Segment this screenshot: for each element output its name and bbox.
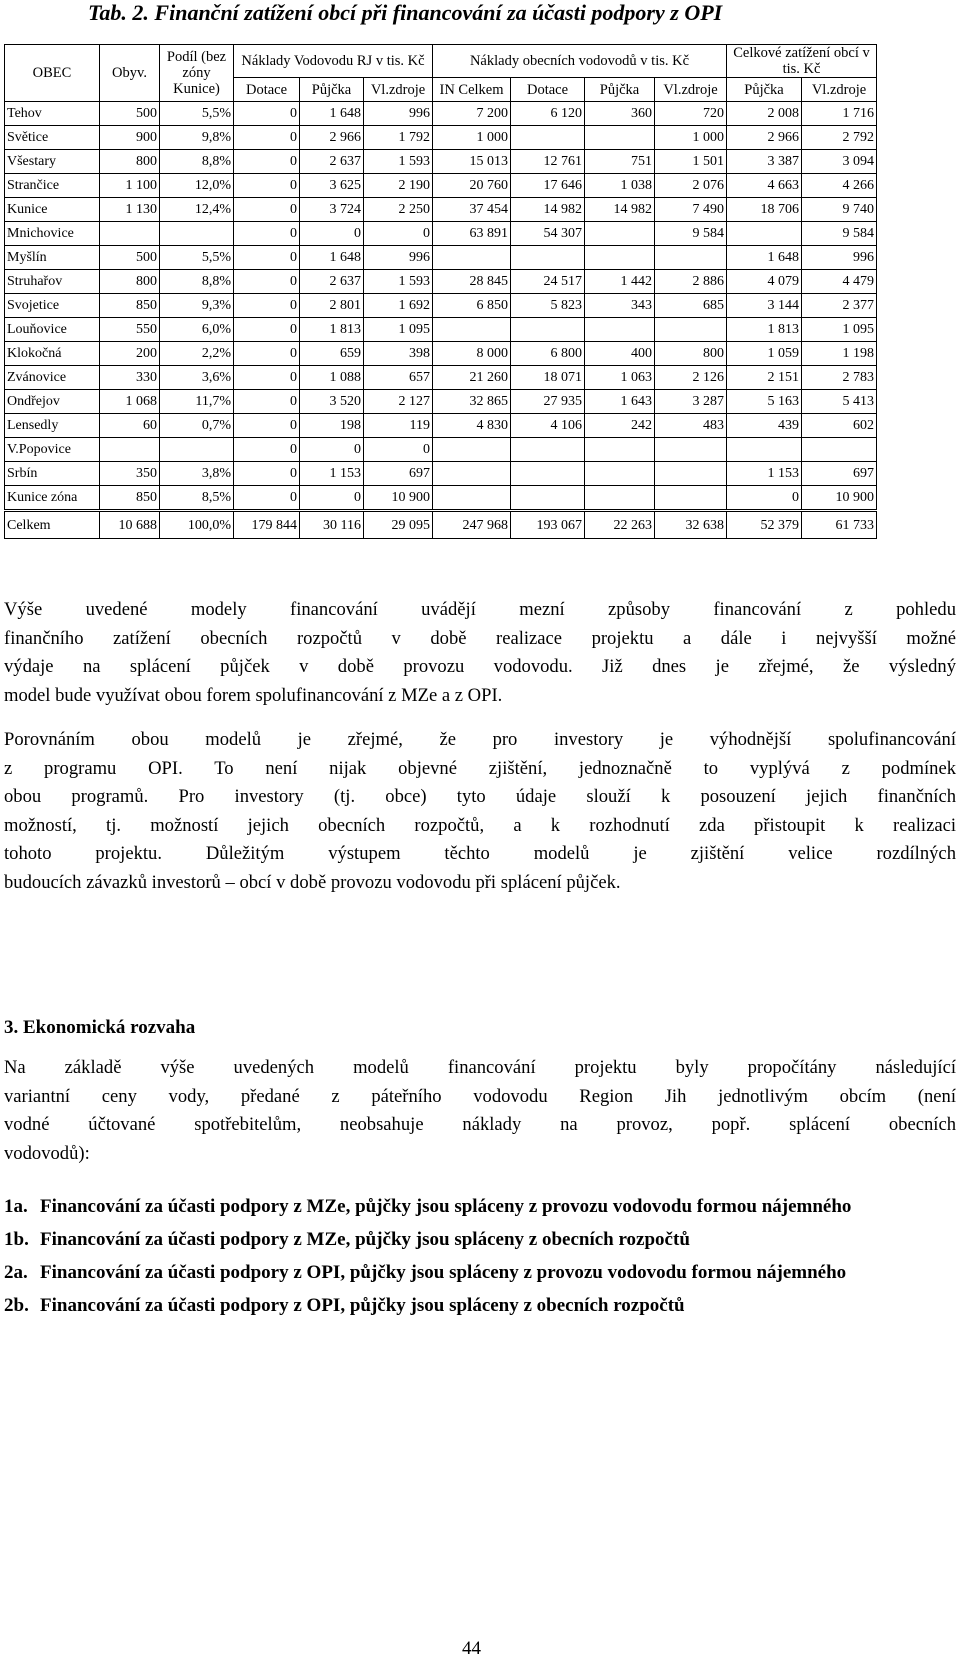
paragraph-line: Výše uvedené modely financování uvádějí mezní způsoby financování z pohledu [4, 599, 956, 620]
table-cell [433, 462, 511, 486]
table-cell: 11,7% [160, 390, 234, 414]
table-cell: 1 088 [300, 366, 364, 390]
table-cell [655, 438, 727, 462]
table-cell: 6 120 [511, 102, 585, 126]
header-dotace-obecni: Dotace [511, 78, 585, 102]
paragraph-line: možností, tj. možností jejich obecních rozpočtů, a k rozhodnutí zda přistoupit k realizaci [4, 814, 956, 836]
table-cell: 685 [655, 294, 727, 318]
table-cell: 697 [802, 462, 877, 486]
table-cell: 1 000 [655, 126, 727, 150]
table-cell: 0 [234, 342, 300, 366]
variant-number: 1a. [4, 1196, 28, 1217]
table-cell: 2 966 [727, 126, 802, 150]
table-cell: 3 724 [300, 198, 364, 222]
table-cell: 751 [585, 150, 655, 174]
variant-number: 1b. [4, 1229, 29, 1250]
table-cell: 3 625 [300, 174, 364, 198]
table-row [5, 294, 877, 318]
table-cell: 996 [364, 102, 433, 126]
table-cell: 2 076 [655, 174, 727, 198]
table-body [5, 102, 877, 539]
table-cell [160, 222, 234, 246]
table-cell: 12,4% [160, 198, 234, 222]
paragraph-line: variantní ceny vody, předané z páteřního vodovodu Region Jih jednotlivým obcím (není [4, 1085, 956, 1107]
section-heading: 3. Ekonomická rozvaha [4, 1017, 196, 1038]
table-cell: 5 823 [511, 294, 585, 318]
table-cell: 900 [100, 126, 160, 150]
header-vlzdroje-rj: Vl.zdroje [364, 78, 433, 102]
table-cell: 8,5% [160, 486, 234, 511]
variant-number: 2a. [4, 1262, 28, 1283]
table-cell [655, 462, 727, 486]
cell-obec: Mnichovice [5, 222, 100, 246]
table-cell: 14 982 [585, 198, 655, 222]
table-cell: 4 266 [802, 174, 877, 198]
table-cell: 17 646 [511, 174, 585, 198]
table-cell: 1 038 [585, 174, 655, 198]
table-cell: 0 [234, 486, 300, 511]
table-cell: 720 [655, 102, 727, 126]
paragraph-line: z programu OPI. To není nijak objevné zjištění, jednoznačně to vyplývá z podmínek [4, 757, 956, 779]
table-cell: 350 [100, 462, 160, 486]
table-cell: 2 008 [727, 102, 802, 126]
cell-obec: Lensedly [5, 414, 100, 438]
cell-obec: Tehov [5, 102, 100, 126]
table-cell [585, 126, 655, 150]
table-cell: 60 [100, 414, 160, 438]
variant-number: 2b. [4, 1295, 29, 1316]
paragraph-line: tohoto projektu. Důležitým výstupem těchto modelů je zjištění velice rozdílných [4, 843, 956, 864]
table-cell: 30 116 [300, 511, 364, 539]
table-cell: 179 844 [234, 511, 300, 539]
variant-item [4, 1291, 956, 1320]
table-cell: 1 063 [585, 366, 655, 390]
table-cell: 439 [727, 414, 802, 438]
table-cell: 2 377 [802, 294, 877, 318]
paragraph [4, 596, 956, 710]
table-total-row [5, 511, 877, 539]
table-cell: 2 250 [364, 198, 433, 222]
table-cell [655, 246, 727, 270]
cell-obec: Srbín [5, 462, 100, 486]
table-cell: 0 [364, 222, 433, 246]
paragraph-line: budoucích závazků investorů – obcí v době provozu vodovodu při splácení půjček. [4, 871, 621, 893]
table-cell: 4 830 [433, 414, 511, 438]
financing-table [4, 44, 877, 539]
table-cell: 800 [655, 342, 727, 366]
table-cell [433, 246, 511, 270]
table-cell: 0 [234, 270, 300, 294]
table-cell: 1 593 [364, 270, 433, 294]
table-row [5, 366, 877, 390]
table-cell: 8 000 [433, 342, 511, 366]
table-cell: 2 637 [300, 270, 364, 294]
table-cell [585, 438, 655, 462]
header-naklady-obecni: Náklady obecních vodovodů v tis. Kč [433, 45, 727, 78]
variant-text: Financování za účasti podpory z OPI, půjčky jsou spláceny z obecních rozpočtů [40, 1295, 685, 1316]
table-cell [433, 438, 511, 462]
table-cell: 4 479 [802, 270, 877, 294]
variant-item [4, 1258, 956, 1287]
header-vlzdroje-obecni: Vl.zdroje [655, 78, 727, 102]
table-cell [655, 486, 727, 511]
table-cell: 2 151 [727, 366, 802, 390]
table-cell: 343 [585, 294, 655, 318]
table-cell [100, 222, 160, 246]
table-cell: 29 095 [364, 511, 433, 539]
table-cell: 10 688 [100, 511, 160, 539]
table-row [5, 174, 877, 198]
table-cell: 18 706 [727, 198, 802, 222]
table-cell: 0 [234, 102, 300, 126]
cell-obec: Kunice [5, 198, 100, 222]
table-cell [511, 486, 585, 511]
table-cell: 2 127 [364, 390, 433, 414]
table-cell: 10 900 [802, 486, 877, 511]
table-cell: 1 692 [364, 294, 433, 318]
table-cell: 0 [234, 294, 300, 318]
table-cell: 0,7% [160, 414, 234, 438]
variant-list [4, 1192, 956, 1324]
table-cell: 12,0% [160, 174, 234, 198]
table-cell: 3 287 [655, 390, 727, 414]
table-cell: 100,0% [160, 511, 234, 539]
table-cell [655, 318, 727, 342]
table-cell: 1 059 [727, 342, 802, 366]
table-cell: 200 [100, 342, 160, 366]
table-cell: 2,2% [160, 342, 234, 366]
cell-obec: Klokočná [5, 342, 100, 366]
table-cell: 657 [364, 366, 433, 390]
table-cell: 9,8% [160, 126, 234, 150]
paragraph-line: vodné účtované spotřebitelům, neobsahuje náklady na provoz, popř. splácení obecních [4, 1114, 956, 1135]
table-cell: 3 387 [727, 150, 802, 174]
table-cell: 1 648 [300, 102, 364, 126]
table-row [5, 414, 877, 438]
table-cell: 32 865 [433, 390, 511, 414]
paragraph-line: Porovnáním obou modelů je zřejmé, že pro investory je výhodnější spolufinancování [4, 729, 956, 750]
header-vlzdroje-celkove: Vl.zdroje [802, 78, 877, 102]
table-cell: 1 716 [802, 102, 877, 126]
table-cell [585, 318, 655, 342]
table-cell: 37 454 [433, 198, 511, 222]
table-cell: 0 [234, 438, 300, 462]
table-cell: 0 [234, 246, 300, 270]
table-cell: 54 307 [511, 222, 585, 246]
table-cell [511, 462, 585, 486]
table-cell: 5 163 [727, 390, 802, 414]
cell-obec: Strančice [5, 174, 100, 198]
table-cell: 1 100 [100, 174, 160, 198]
table-row [5, 390, 877, 414]
header-naklady-rj: Náklady Vodovodu RJ v tis. Kč [234, 45, 433, 78]
page-number: 44 [462, 1638, 481, 1659]
table-cell: 2 886 [655, 270, 727, 294]
table-cell: 15 013 [433, 150, 511, 174]
table-cell [511, 246, 585, 270]
table-cell: 2 126 [655, 366, 727, 390]
cell-obec: Louňovice [5, 318, 100, 342]
table-row [5, 126, 877, 150]
header-pujcka-celkove: Půjčka [727, 78, 802, 102]
table-cell: 2 783 [802, 366, 877, 390]
table-cell: 1 000 [433, 126, 511, 150]
table-cell: 0 [234, 174, 300, 198]
table-cell: 18 071 [511, 366, 585, 390]
table-cell: 119 [364, 414, 433, 438]
table-cell: 1 153 [727, 462, 802, 486]
table-cell: 8,8% [160, 270, 234, 294]
variant-text: Financování za účasti podpory z MZe, půjčky jsou spláceny z obecních rozpočtů [40, 1229, 690, 1250]
table-cell: 14 982 [511, 198, 585, 222]
table-cell: 4 106 [511, 414, 585, 438]
header-dotace-rj: Dotace [234, 78, 300, 102]
table-cell: 330 [100, 366, 160, 390]
table-cell: 28 845 [433, 270, 511, 294]
table-cell [727, 438, 802, 462]
table-caption: Tab. 2. Finanční zatížení obcí při financování za účasti podpory z OPI [88, 0, 723, 25]
paragraph-line: finančního zatížení obecních rozpočtů v době realizace projektu a dále i nejvyšší možné [4, 627, 956, 649]
table-cell: 9 584 [802, 222, 877, 246]
variant-item [4, 1192, 956, 1221]
table-cell: 63 891 [433, 222, 511, 246]
table-row [5, 150, 877, 174]
table-cell: 0 [234, 366, 300, 390]
table-row [5, 438, 877, 462]
paragraph-line: obou programů. Pro investory (tj. obce) tyto údaje slouží k posouzení jejich finančních [4, 786, 956, 807]
table-cell: 0 [300, 222, 364, 246]
table-row [5, 102, 877, 126]
table-row [5, 486, 877, 511]
paragraph-line: výdaje na splácení půjček v době provozu vodovodu. Již dnes je zřejmé, že výsledný [4, 656, 956, 677]
table-cell [511, 126, 585, 150]
cell-obec: Všestary [5, 150, 100, 174]
table-cell: 0 [234, 126, 300, 150]
table-cell: 550 [100, 318, 160, 342]
cell-obec: Ondřejov [5, 390, 100, 414]
table-cell: 800 [100, 150, 160, 174]
table-row [5, 270, 877, 294]
table-cell: 0 [234, 414, 300, 438]
paragraph [4, 1054, 956, 1168]
table-cell [727, 222, 802, 246]
table-cell: 3 520 [300, 390, 364, 414]
paragraph-line: vodovodů): [4, 1142, 90, 1164]
table-cell: 483 [655, 414, 727, 438]
header-in-celkem: IN Celkem [433, 78, 511, 102]
table-cell: 1 593 [364, 150, 433, 174]
table-cell: 32 638 [655, 511, 727, 539]
table-cell [100, 438, 160, 462]
table-cell: 7 200 [433, 102, 511, 126]
table-cell: 1 501 [655, 150, 727, 174]
table-row [5, 198, 877, 222]
table-cell: 198 [300, 414, 364, 438]
table-cell: 1 095 [802, 318, 877, 342]
table-cell: 21 260 [433, 366, 511, 390]
table-cell: 8,8% [160, 150, 234, 174]
paragraph [4, 726, 956, 897]
table-cell: 1 130 [100, 198, 160, 222]
table-cell [585, 246, 655, 270]
table-cell [160, 438, 234, 462]
table-cell: 500 [100, 102, 160, 126]
table-cell: 850 [100, 486, 160, 511]
table-cell: 3,8% [160, 462, 234, 486]
table-cell: 6 850 [433, 294, 511, 318]
cell-obec: Celkem [5, 511, 100, 539]
table-cell: 0 [234, 150, 300, 174]
table-cell: 3 094 [802, 150, 877, 174]
table-cell: 850 [100, 294, 160, 318]
table-cell: 247 968 [433, 511, 511, 539]
table-cell: 1 442 [585, 270, 655, 294]
table-cell: 0 [727, 486, 802, 511]
table-cell [433, 318, 511, 342]
table-cell: 3,6% [160, 366, 234, 390]
table-cell: 0 [234, 390, 300, 414]
table-cell: 242 [585, 414, 655, 438]
table-cell: 7 490 [655, 198, 727, 222]
table-cell: 1 792 [364, 126, 433, 150]
table-cell: 4 663 [727, 174, 802, 198]
table-cell: 61 733 [802, 511, 877, 539]
table-cell [802, 438, 877, 462]
cell-obec: V.Popovice [5, 438, 100, 462]
table-cell: 2 966 [300, 126, 364, 150]
table-cell: 4 079 [727, 270, 802, 294]
table-cell: 6,0% [160, 318, 234, 342]
table-cell: 1 813 [300, 318, 364, 342]
table-cell: 27 935 [511, 390, 585, 414]
table-cell: 0 [300, 486, 364, 511]
cell-obec: Myšlín [5, 246, 100, 270]
table-cell: 2 637 [300, 150, 364, 174]
table-row [5, 246, 877, 270]
header-obyv: Obyv. [100, 45, 160, 102]
table-cell: 10 900 [364, 486, 433, 511]
header-podil: Podíl (bez zóny Kunice) [160, 45, 234, 102]
cell-obec: Struhařov [5, 270, 100, 294]
table-cell: 5 413 [802, 390, 877, 414]
table-cell: 1 813 [727, 318, 802, 342]
table-cell: 3 144 [727, 294, 802, 318]
cell-obec: Zvánovice [5, 366, 100, 390]
table-cell: 602 [802, 414, 877, 438]
table-cell: 0 [234, 462, 300, 486]
table-cell: 12 761 [511, 150, 585, 174]
table-cell: 0 [234, 222, 300, 246]
table-cell: 0 [364, 438, 433, 462]
table-cell: 0 [234, 318, 300, 342]
table-row [5, 342, 877, 366]
cell-obec: Kunice zóna [5, 486, 100, 511]
table-cell: 0 [234, 198, 300, 222]
header-obec: OBEC [5, 45, 100, 102]
table-cell: 1 095 [364, 318, 433, 342]
table-cell: 24 517 [511, 270, 585, 294]
variant-text: Financování za účasti podpory z OPI, půjčky jsou spláceny z provozu vodovodu formou nájemného [40, 1262, 847, 1283]
header-pujcka-rj: Půjčka [300, 78, 364, 102]
variant-item [4, 1225, 956, 1254]
table-cell: 6 800 [511, 342, 585, 366]
header-celkove: Celkové zatížení obcí v tis. Kč [727, 45, 877, 78]
table-cell: 398 [364, 342, 433, 366]
table-cell [433, 486, 511, 511]
table-cell: 9 584 [655, 222, 727, 246]
table-cell: 659 [300, 342, 364, 366]
table-cell: 2 792 [802, 126, 877, 150]
table-cell: 800 [100, 270, 160, 294]
table-cell [585, 222, 655, 246]
table-cell: 400 [585, 342, 655, 366]
table-cell: 52 379 [727, 511, 802, 539]
cell-obec: Světice [5, 126, 100, 150]
table-cell [585, 462, 655, 486]
paragraph-line: Na základě výše uvedených modelů financování projektu byly propočítány následující [4, 1057, 956, 1078]
table-cell: 9,3% [160, 294, 234, 318]
table-cell [511, 438, 585, 462]
table-cell: 500 [100, 246, 160, 270]
table-cell: 1 198 [802, 342, 877, 366]
table-cell: 1 068 [100, 390, 160, 414]
table-cell: 2 801 [300, 294, 364, 318]
table-cell: 2 190 [364, 174, 433, 198]
table-cell: 996 [364, 246, 433, 270]
table-row [5, 222, 877, 246]
table-cell: 20 760 [433, 174, 511, 198]
table-cell: 5,5% [160, 246, 234, 270]
paragraph-line: model bude využívat obou forem spolufinancování z MZe a z OPI. [4, 684, 503, 706]
header-pujcka-obecni: Půjčka [585, 78, 655, 102]
table-cell: 1 643 [585, 390, 655, 414]
table-row [5, 462, 877, 486]
table-cell: 193 067 [511, 511, 585, 539]
cell-obec: Svojetice [5, 294, 100, 318]
table-cell: 1 648 [300, 246, 364, 270]
table-cell [585, 486, 655, 511]
table-cell: 1 153 [300, 462, 364, 486]
table-cell: 22 263 [585, 511, 655, 539]
table-cell: 996 [802, 246, 877, 270]
table-cell: 0 [300, 438, 364, 462]
variant-text: Financování za účasti podpory z MZe, půjčky jsou spláceny z provozu vodovodu formou nájemného [40, 1196, 852, 1217]
table-cell: 1 648 [727, 246, 802, 270]
table-cell: 360 [585, 102, 655, 126]
table-cell: 697 [364, 462, 433, 486]
table-cell [511, 318, 585, 342]
table-cell: 5,5% [160, 102, 234, 126]
table-cell: 9 740 [802, 198, 877, 222]
table-row [5, 318, 877, 342]
